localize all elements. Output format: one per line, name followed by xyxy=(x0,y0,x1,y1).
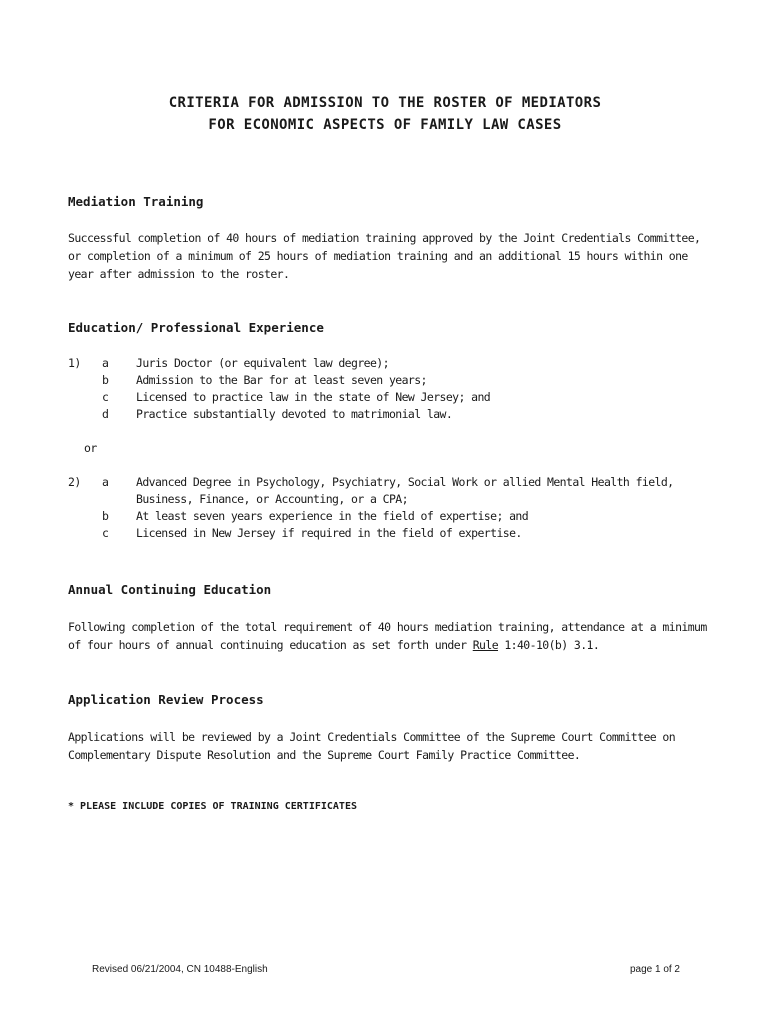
option-2b-text: At least seven years experience in the field of expertise; and xyxy=(136,509,529,523)
footer-page-number: page 1 of 2 xyxy=(629,964,680,975)
option-2-number: 2) xyxy=(68,475,81,489)
mediation-training-text: Successful completion of 40 hours of mediation training approved by the Joint Credentials Committee, or completion of a minimum of 25 hours of mediation training and an additional 15 hours within one year after admission to the roster. xyxy=(68,231,701,281)
option-1a-text: Juris Doctor (or equivalent law degree); xyxy=(136,356,389,370)
option-1b-letter: b xyxy=(102,373,109,387)
continuing-education-text xyxy=(68,618,708,654)
review-heading: Application Review Process xyxy=(68,692,264,707)
option-2b-letter: b xyxy=(102,509,109,523)
mediation-training-heading: Mediation Training xyxy=(68,194,204,209)
review-text: Applications will be reviewed by a Joint Credentials Committee of the Supreme Court Committee on Complementary Dispute Resolution and the Supreme Court Family Practice Committee. xyxy=(68,730,676,762)
option-2a-text: Advanced Degree in Psychology, Psychiatry, Social Work or allied Mental Health field, xyxy=(136,475,674,489)
title-line-1: CRITERIA FOR ADMISSION TO THE ROSTER OF MEDIATORS xyxy=(168,95,602,111)
option-1c-text: Licensed to practice law in the state of New Jersey; and xyxy=(136,390,491,404)
continuing-education-text-before: Following completion of the total requirement of 40 hours mediation training, attendance at a minimum of four hours of annual continuing education as set forth under xyxy=(68,620,707,652)
option-1-number: 1) xyxy=(68,356,81,370)
option-1c-letter: c xyxy=(102,390,109,404)
or-label: or xyxy=(84,441,97,455)
option-2a-text-continued: Business, Finance, or Accounting, or a CPA; xyxy=(136,492,408,506)
footer-revision: Revised 06/21/2004, CN 10488-English xyxy=(92,964,268,975)
option-2c-text: Licensed in New Jersey if required in the field of expertise. xyxy=(136,526,522,540)
option-2c-letter: c xyxy=(102,526,109,540)
continuing-education-heading: Annual Continuing Education xyxy=(68,582,272,597)
title-line-2: FOR ECONOMIC ASPECTS OF FAMILY LAW CASES xyxy=(208,117,562,133)
rule-word: Rule xyxy=(472,638,499,652)
education-heading: Education/ Professional Experience xyxy=(68,320,324,335)
option-1d-text: Practice substantially devoted to matrimonial law. xyxy=(136,407,453,421)
certificates-note: * PLEASE INCLUDE COPIES OF TRAINING CERTIFICATES xyxy=(68,801,357,812)
option-2a-letter: a xyxy=(102,475,109,489)
option-1a-letter: a xyxy=(102,356,109,370)
option-1b-text: Admission to the Bar for at least seven years; xyxy=(136,373,427,387)
continuing-education-text-after: 1:40-10(b) 3.1. xyxy=(498,638,600,652)
option-1d-letter: d xyxy=(102,407,109,421)
